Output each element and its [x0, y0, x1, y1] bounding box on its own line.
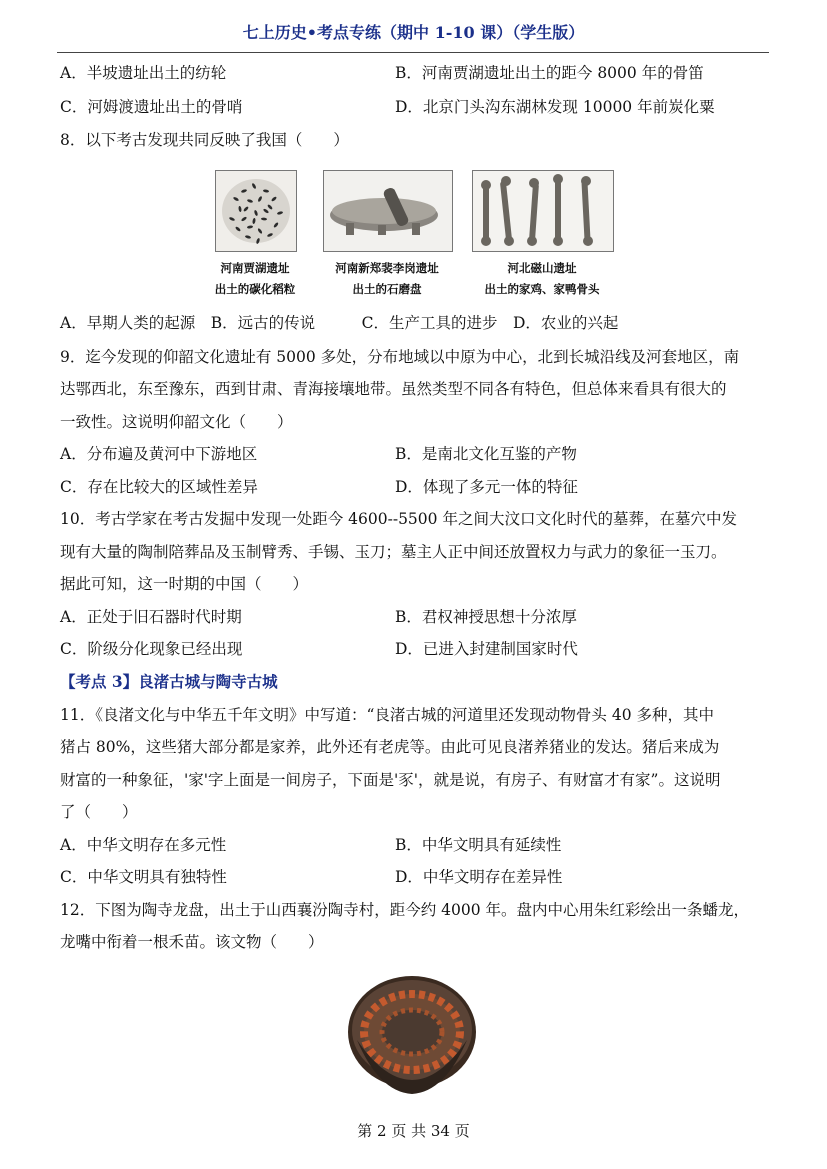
q10-option-a: A．正处于旧石器时代时期: [60, 608, 242, 626]
q11-line-2: 猪占 80%，这些猪大部分都是家养，此外还有老虎等。由此可见良渚养猪业的发达。猪后来成为: [60, 738, 720, 756]
q12-line-2: 龙嘴中衔着一根禾苗。该文物（ ）: [60, 933, 324, 951]
grinding-stone-image: [324, 171, 452, 251]
q11-line-3: 财富的一种象征，'家'字上面是一间房子，下面是'豕'，就是说，有房子、有财富才有家”。这说明: [60, 771, 721, 789]
grinding-stone-photo: [323, 170, 453, 252]
q9-option-a: A．分布遍及黄河中下游地区: [60, 445, 258, 463]
caption-bones-line1: 河北磁山遗址: [507, 261, 577, 275]
q10-option-c: C．阶级分化现象已经出现: [60, 640, 243, 658]
q11-option-d: D．中华文明存在差异性: [395, 868, 563, 886]
q8-stem: 8．以下考古发现共同反映了我国（ ）: [60, 131, 349, 149]
q7-option-d: D．北京门头沟东湖林发现 10000 年前炭化粟: [395, 98, 715, 116]
q7-option-a: A．半坡遗址出土的纺轮: [60, 64, 227, 82]
caption-rice-line1: 河南贾湖遗址: [220, 261, 290, 275]
q10-line-2: 现有大量的陶制陪葬品及玉制臂秀、手锡、玉刀；墓主人正中间还放置权力与武力的象征一玉刀。: [60, 543, 727, 561]
dragon-plate-photo: [345, 970, 480, 1105]
header-divider: [57, 52, 769, 53]
dragon-plate-image: [345, 970, 480, 1105]
caption-grinding-line1: 河南新郑裴李岗遗址: [335, 261, 439, 275]
q10-option-b: B．君权神授思想十分浓厚: [395, 608, 577, 626]
bones-photo: [472, 170, 614, 252]
q9-line-1: 9．迄今发现的仰韶文化遗址有 5000 多处，分布地域以中原为中心，北到长城沿线及河套地区，南: [60, 348, 740, 366]
q7-option-c: C．河姆渡遗址出土的骨哨: [60, 98, 243, 116]
rice-grains-image: [216, 171, 296, 251]
caption-bones: [470, 258, 614, 300]
q10-line-3: 据此可知，这一时期的中国（ ）: [60, 575, 309, 593]
caption-rice-line2: 出土的碳化稻粒: [214, 282, 296, 296]
section-heading: 【考点 3】良渚古城与陶寺古城: [60, 672, 278, 691]
bones-image: [473, 171, 613, 251]
page-header: 七上历史•考点专练（期中 1-10 课）（学生版）: [242, 23, 585, 42]
caption-grinding-line2: 出土的石磨盘: [352, 282, 422, 296]
q11-option-c: C．中华文明具有独特性: [60, 868, 227, 886]
q11-option-a: A．中华文明存在多元性: [60, 836, 227, 854]
q7-option-b: B．河南贾湖遗址出土的距今 8000 年的骨笛: [395, 64, 704, 82]
rice-grains-photo: [215, 170, 297, 252]
caption-grinding-stone: [317, 258, 457, 300]
q9-line-2: 达鄂西北，东至豫东，西到甘肃、青海接壤地带。虽然类型不同各有特色，但总体来看具有很大的: [60, 380, 727, 398]
q11-option-b: B．中华文明具有延续性: [395, 836, 562, 854]
q9-option-d: D．体现了多元一体的特征: [395, 478, 578, 496]
q10-line-1: 10．考古学家在考古发掘中发现一处距今 4600--5500 年之间大汶口文化时代的墓葬，在墓穴中发: [60, 510, 737, 528]
page-footer: 第 2 页 共 34 页: [357, 1122, 470, 1140]
q11-line-1: 11．《良渚文化与中华五千年文明》中写道：“良渚古城的河道里还发现动物骨头 40 多种，其中: [60, 706, 714, 724]
q9-line-3: 一致性。这说明仰韶文化（ ）: [60, 413, 293, 431]
caption-rice: [205, 258, 305, 300]
q12-line-1: 12．下图为陶寺龙盘，出土于山西襄汾陶寺村，距今约 4000 年。盘内中心用朱红彩绘出一条蟠龙，: [60, 901, 750, 919]
q9-option-c: C．存在比较大的区域性差异: [60, 478, 258, 496]
q10-option-d: D．已进入封建制国家时代: [395, 640, 578, 658]
q9-option-b: B．是南北文化互鉴的产物: [395, 445, 577, 463]
caption-bones-line2: 出土的家鸡、家鸭骨头: [484, 282, 600, 296]
q11-line-4: 了（ ）: [60, 803, 138, 821]
q8-options: A．早期人类的起源 B．远古的传说 C．生产工具的进步 D．农业的兴起: [60, 314, 619, 332]
